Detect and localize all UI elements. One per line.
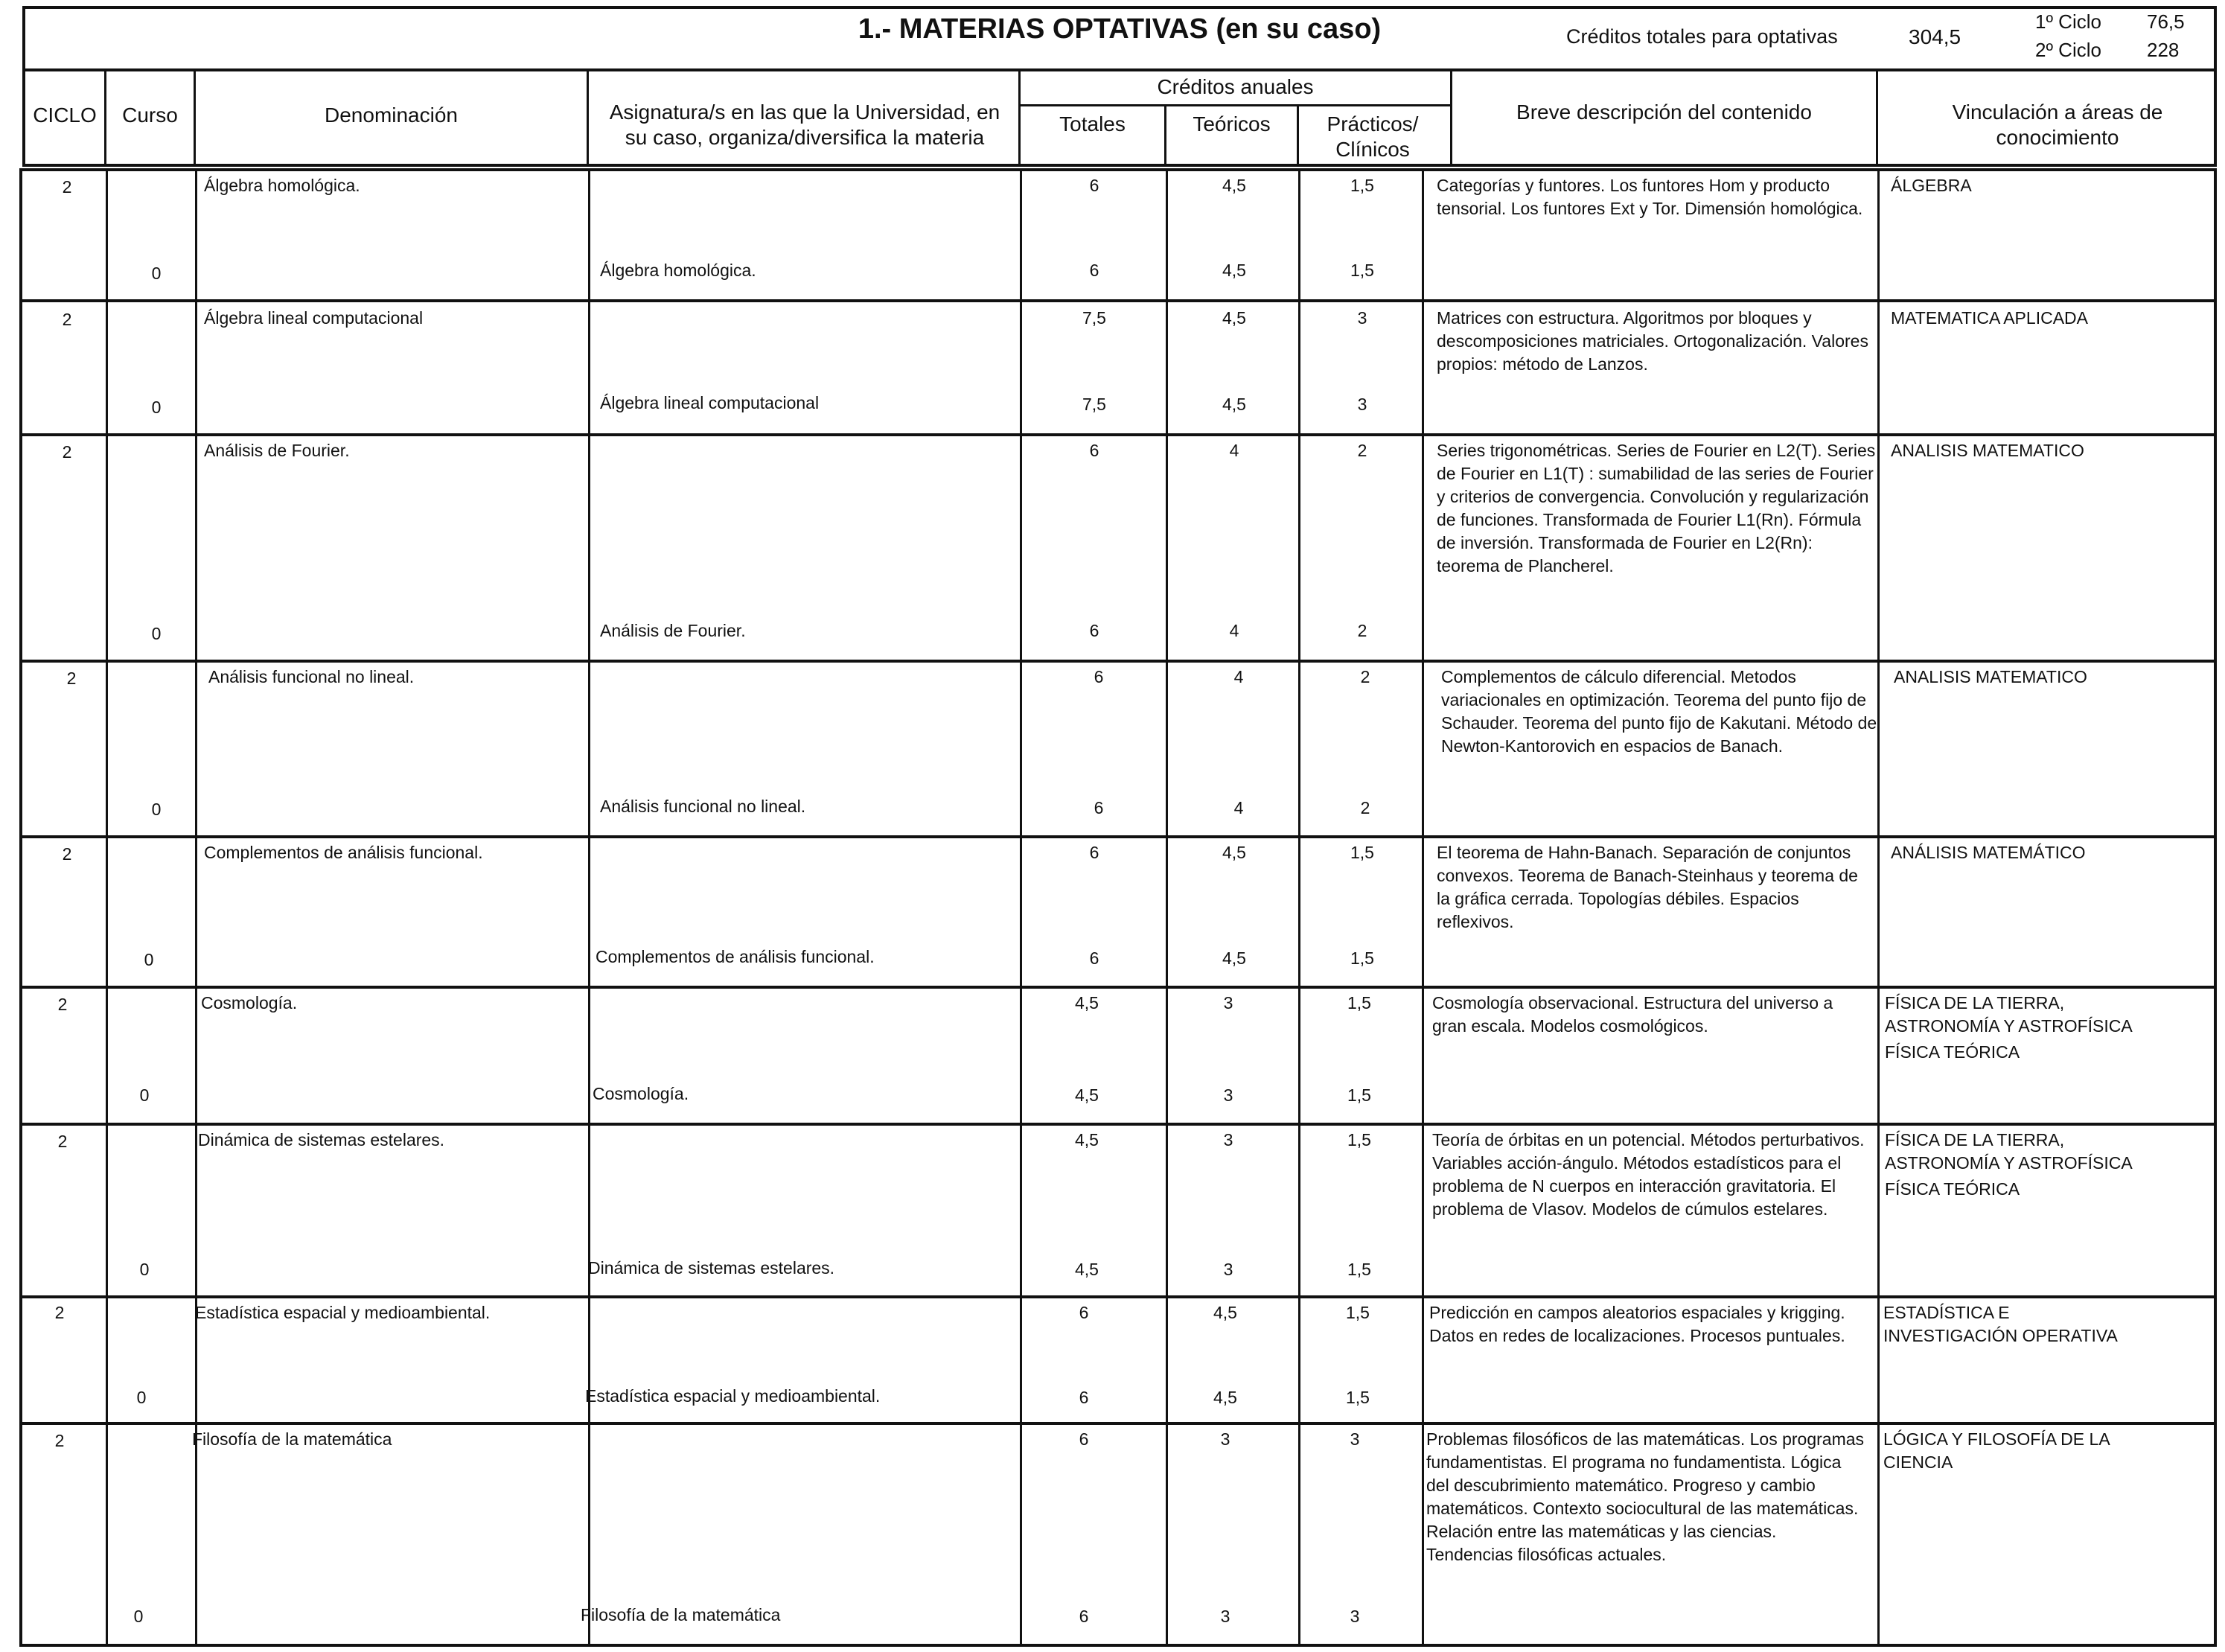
col-header-teoricos: Teóricos <box>1193 112 1271 135</box>
row-denominacion: Complementos de análisis funcional. <box>204 843 483 862</box>
row-descripcion: Matrices con estructura. Algoritmos por bloques y descomposiciones matriciales. Ortogonalización. Valores propios: método de Lanzos. <box>1437 308 1868 374</box>
row-sub-teoricos: 4 <box>1233 798 1244 817</box>
row-denominacion: Estadística espacial y medioambiental. <box>195 1303 491 1322</box>
row-asignatura: Análisis funcional no lineal. <box>600 797 806 816</box>
row-teoricos: 4,5 <box>1222 176 1246 195</box>
row-ciclo: 2 <box>62 310 72 329</box>
row-denominacion: Filosofía de la matemática <box>192 1429 392 1449</box>
row-descripcion: Complementos de cálculo diferencial. Metodos variacionales en optimización. Teorema del punto fijo de Schauder. Teorema del punto fijo de Kakutani. Método de Newton-Kantorovich en espacios de Banach. <box>1441 667 1877 756</box>
row-vinculacion: FÍSICA DE LA TIERRA, ASTRONOMÍA Y ASTROFÍSICA <box>1885 1130 2133 1173</box>
col-header-practicos: Prácticos/ Clínicos <box>1327 112 1419 161</box>
row-descripcion: Categorías y funtores. Los funtores Hom y producto tensorial. Los funtores Ext y Tor. Dimensión homológica. <box>1437 176 1863 218</box>
creditos-totales-label: Créditos totales para optativas <box>1566 25 1838 48</box>
row-sub-totales: 4,5 <box>1075 1260 1099 1279</box>
row-asignatura: Dinámica de sistemas estelares. <box>588 1258 835 1278</box>
row-descripcion: Cosmología observacional. Estructura del universo a gran escala. Modelos cosmológicos. <box>1432 993 1833 1036</box>
row-curso: 0 <box>139 1260 150 1279</box>
row-ciclo: 2 <box>57 995 68 1014</box>
row-sub-teoricos: 4,5 <box>1222 261 1246 280</box>
row-totales: 6 <box>1079 1429 1089 1449</box>
row-ciclo: 2 <box>66 669 77 688</box>
row-asignatura: Álgebra lineal computacional <box>600 393 820 412</box>
row-sub-totales: 6 <box>1079 1607 1089 1626</box>
row-totales: 6 <box>1089 441 1099 460</box>
row-sub-teoricos: 4,5 <box>1213 1388 1237 1407</box>
row-practicos: 1,5 <box>1350 176 1374 195</box>
row-sub-teoricos: 4 <box>1229 621 1239 640</box>
row-asignatura: Filosofía de la matemática <box>581 1605 781 1624</box>
col-header-totales: Totales <box>1059 112 1126 135</box>
row-teoricos: 3 <box>1223 993 1233 1012</box>
row-sub-practicos: 2 <box>1357 621 1367 640</box>
row-vinculacion: ANALISIS MATEMATICO <box>1891 441 2084 460</box>
row-curso: 0 <box>133 1607 144 1626</box>
row-totales: 4,5 <box>1075 993 1099 1012</box>
creditos-totales-value: 304,5 <box>1909 25 1961 48</box>
row-totales: 7,5 <box>1082 308 1106 328</box>
row-asignatura: Complementos de análisis funcional. <box>596 947 875 966</box>
row-sub-practicos: 1,5 <box>1347 1260 1371 1279</box>
table-header <box>22 6 2217 167</box>
row-totales: 6 <box>1094 667 1104 686</box>
row-descripcion: El teorema de Hahn-Banach. Separación de conjuntos convexos. Teorema de Banach-Steinhaus y teorema de la gráfica cerrada. Topologías débiles. Espacios reflexivos. <box>1437 843 1858 931</box>
col-header-denominacion: Denominación <box>325 103 458 127</box>
row-sub-practicos: 3 <box>1350 1607 1360 1626</box>
row-sub-teoricos: 4,5 <box>1222 948 1246 968</box>
row-teoricos: 3 <box>1220 1429 1230 1449</box>
row-sub-totales: 6 <box>1079 1388 1089 1407</box>
row-totales: 4,5 <box>1075 1130 1099 1149</box>
col-header-curso: Curso <box>122 103 178 127</box>
row-teoricos: 4,5 <box>1222 308 1246 328</box>
row-sub-practicos: 1,5 <box>1346 1388 1370 1407</box>
row-descripcion: Series trigonométricas. Series de Fourier en L2(T). Series de Fourier en L1(T) : sumabilidad de las series de Fourier y criterios de convergencia. Convolución y regularización de funciones. Transformada de Fourier L1(Rn). Fórmula de inversión. Transformada de Fourier en L2(Rn): teorema de Plancherel. <box>1437 441 1876 575</box>
row-sub-totales: 6 <box>1089 948 1099 968</box>
row-totales: 6 <box>1079 1303 1089 1322</box>
row-practicos: 3 <box>1357 308 1367 328</box>
row-sub-totales: 6 <box>1094 798 1104 817</box>
row-asignatura: Cosmología. <box>593 1084 689 1103</box>
row-vinculacion: ANALISIS MATEMATICO <box>1894 667 2087 686</box>
ciclo1-value: 76,5 <box>2147 10 2185 33</box>
row-vinculacion: ANÁLISIS MATEMÁTICO <box>1891 843 2086 862</box>
row-vinculacion: MATEMATICA APLICADA <box>1891 308 2088 328</box>
col-header-vinculacion: Vinculación a áreas de conocimiento <box>1952 101 2163 149</box>
row-teoricos: 4,5 <box>1222 843 1246 862</box>
row-curso: 0 <box>144 950 154 969</box>
row-practicos: 2 <box>1360 667 1370 686</box>
row-ciclo: 2 <box>54 1303 65 1322</box>
row-teoricos: 4,5 <box>1213 1303 1237 1322</box>
row-sub-practicos: 1,5 <box>1350 948 1374 968</box>
row-denominacion: Dinámica de sistemas estelares. <box>198 1130 445 1149</box>
col-header-descripcion: Breve descripción del contenido <box>1516 101 1812 124</box>
row-practicos: 1,5 <box>1350 843 1374 862</box>
row-curso: 0 <box>151 398 162 417</box>
row-sub-practicos: 1,5 <box>1347 1085 1371 1105</box>
row-practicos: 2 <box>1357 441 1367 460</box>
ciclo1-label: 1º Ciclo <box>2035 10 2101 33</box>
row-teoricos: 4 <box>1233 667 1244 686</box>
row-totales: 6 <box>1089 176 1099 195</box>
row-descripcion: Teoría de órbitas en un potencial. Métodos perturbativos. Variables acción-ángulo. Métodos estadísticos para el problema de N cuerpos en interacción gravitatoria. El problema de Vlasov. Modelos de cúmulos estelares. <box>1432 1130 1865 1219</box>
ciclo2-label: 2º Ciclo <box>2035 39 2101 61</box>
row-denominacion: Álgebra lineal computacional <box>204 308 424 328</box>
row-sub-teoricos: 3 <box>1220 1607 1230 1626</box>
row-sub-teoricos: 3 <box>1223 1260 1233 1279</box>
row-vinculacion: ESTADÍSTICA E INVESTIGACIÓN OPERATIVA <box>1883 1303 2118 1345</box>
row-denominacion: Cosmología. <box>201 993 298 1012</box>
row-teoricos: 3 <box>1223 1130 1233 1149</box>
row-ciclo: 2 <box>54 1431 65 1450</box>
row-vinculacion: FÍSICA DE LA TIERRA, ASTRONOMÍA Y ASTROFÍSICA <box>1885 993 2133 1036</box>
row-asignatura: Álgebra homológica. <box>600 261 756 280</box>
row-practicos: 1,5 <box>1347 1130 1371 1149</box>
row-practicos: 3 <box>1350 1429 1360 1449</box>
row-vinculacion-2: FÍSICA TEÓRICA <box>1885 1179 2020 1199</box>
row-denominacion: Álgebra homológica. <box>204 176 360 195</box>
row-descripcion: Predicción en campos aleatorios espaciales y krigging. Datos en redes de localizaciones. Procesos puntuales. <box>1429 1303 1845 1345</box>
row-ciclo: 2 <box>57 1132 68 1151</box>
col-header-creditos-anuales: Créditos anuales <box>1157 75 1314 98</box>
row-denominacion: Análisis funcional no lineal. <box>208 667 415 686</box>
row-curso: 0 <box>139 1085 150 1105</box>
materias-table <box>19 168 2217 1647</box>
row-asignatura: Estadística espacial y medioambiental. <box>585 1386 881 1406</box>
row-practicos: 1,5 <box>1346 1303 1370 1322</box>
row-sub-practicos: 2 <box>1360 798 1370 817</box>
row-descripcion: Problemas filosóficos de las matemáticas. Los programas fundamentistas. El programa no fundamentista. Lógica del descubrimiento matemático. Progreso y cambio matemáticos. Contexto sociocultural de las matemáticas. Relación entre las matemáticas y las ciencias. Tendencias filosóficas actuales. <box>1426 1429 1865 1564</box>
row-sub-teoricos: 4,5 <box>1222 395 1246 414</box>
row-vinculacion: ÁLGEBRA <box>1891 176 1972 195</box>
row-sub-practicos: 1,5 <box>1350 261 1374 280</box>
row-sub-teoricos: 3 <box>1223 1085 1233 1105</box>
row-ciclo: 2 <box>62 442 72 462</box>
row-sub-totales: 7,5 <box>1082 395 1106 414</box>
row-ciclo: 2 <box>62 844 72 864</box>
row-curso: 0 <box>151 800 162 819</box>
col-header-asignatura: Asignatura/s en las que la Universidad, en su caso, organiza/diversifica la materia <box>609 101 1000 149</box>
col-header-ciclo: CICLO <box>33 103 97 127</box>
row-curso: 0 <box>136 1388 147 1407</box>
ciclo2-value: 228 <box>2147 39 2180 61</box>
row-vinculacion-2: FÍSICA TEÓRICA <box>1885 1042 2020 1062</box>
row-sub-totales: 6 <box>1089 261 1099 280</box>
row-sub-totales: 6 <box>1089 621 1099 640</box>
row-teoricos: 4 <box>1229 441 1239 460</box>
page-title: 1.- MATERIAS OPTATIVAS (en su caso) <box>858 13 1382 45</box>
row-denominacion: Análisis de Fourier. <box>204 441 350 460</box>
row-practicos: 1,5 <box>1347 993 1371 1012</box>
row-sub-totales: 4,5 <box>1075 1085 1099 1105</box>
row-totales: 6 <box>1089 843 1099 862</box>
row-ciclo: 2 <box>62 177 72 197</box>
row-curso: 0 <box>151 264 162 283</box>
row-sub-practicos: 3 <box>1357 395 1367 414</box>
row-vinculacion: LÓGICA Y FILOSOFÍA DE LA CIENCIA <box>1883 1429 2110 1472</box>
row-curso: 0 <box>151 624 162 643</box>
row-asignatura: Análisis de Fourier. <box>600 621 746 640</box>
